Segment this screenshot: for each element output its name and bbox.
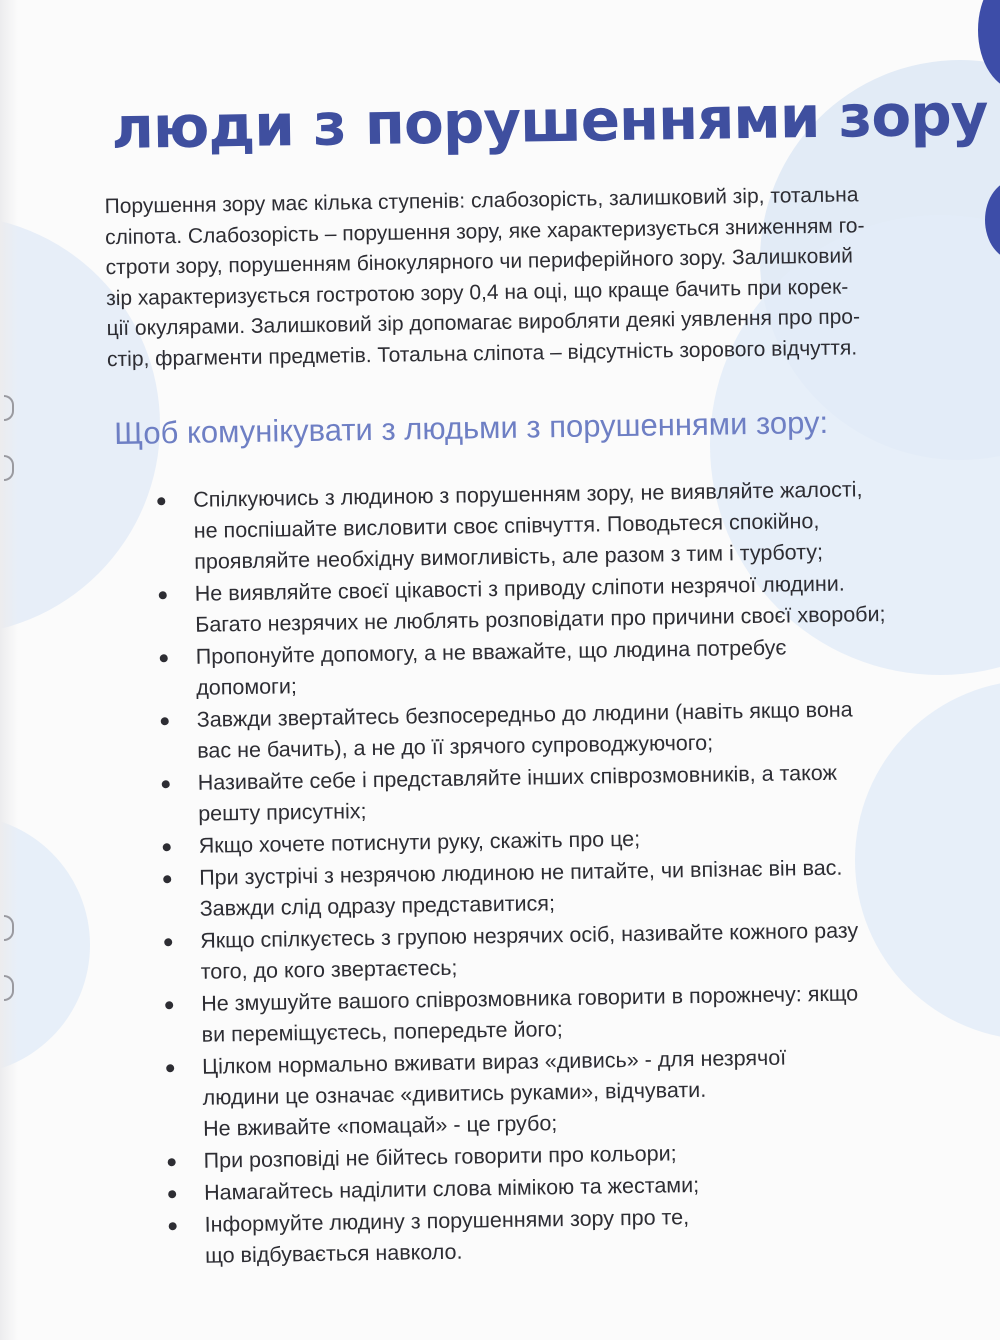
section-heading: Щоб комунікувати з людьми з порушеннями зору: — [113, 404, 829, 452]
list-item-text: Завжди слід одразу представитися; — [199, 891, 556, 921]
list-item-text: Цілком нормально вживати вираз «дивись» - для незрячої — [202, 1045, 787, 1079]
list-item-text: Називайте себе і представляйте інших співрозмовників, а також — [197, 760, 838, 795]
intro-line: ції окулярами. Залишковий зір допомагає виробляти деякі уявлення про про- — [106, 305, 861, 341]
list-item-text: проявляйте необхідну вимогливість, але разом з тим і турботу; — [194, 539, 824, 574]
list-item-text: не поспішайте висловити своє співчуття. Поводьтеся спокійно, — [193, 508, 820, 543]
list-item — [166, 1040, 927, 1145]
list-item-text: Не змушуйте вашого співрозмовника говорити в порожнечу: якщо — [201, 981, 859, 1016]
bullet-icon — [165, 1001, 173, 1009]
list-item-text: Якщо хочете потиснути руку, скажіть про це; — [198, 826, 641, 858]
list-item-text: Багато незрячих не люблять розповідати про причини своєї хвороби; — [195, 601, 886, 637]
bullet-icon — [159, 591, 167, 599]
list-item — [164, 914, 925, 988]
bullet-icon — [166, 1064, 174, 1072]
list-item-text: При розповіді не бійтесь говорити про кольори; — [203, 1141, 677, 1173]
intro-line: строти зору, порушенням бінокулярного чи периферійного зору. Залишковий — [105, 244, 854, 280]
list-item — [161, 693, 922, 767]
intro-line: Порушення зору має кілька ступенів: слабозорість, залишковий зір, тотальна — [104, 183, 859, 219]
list-item-text: При зустрічі з незрячою людиною не питайте, чи впізнає він вас. — [199, 855, 843, 890]
list-item — [160, 630, 921, 704]
bullet-icon — [168, 1190, 176, 1198]
list-item — [162, 756, 923, 830]
list-item-text: що відбувається навколо. — [204, 1239, 463, 1268]
list-item-text: Пропонуйте допомогу, а не вважайте, що людина потребує — [195, 635, 787, 669]
list-item-text: людини це означає «дивитись руками», відчувати. — [202, 1077, 707, 1110]
intro-line: зір характеризується гостротою зору 0,4 на оці, що краще бачить при корек- — [105, 274, 849, 310]
list-item-text: решту присутніх; — [198, 799, 367, 826]
bullet-icon — [157, 497, 165, 505]
intro-paragraph — [104, 180, 907, 376]
bullet-icon — [161, 717, 169, 725]
bullet-icon — [163, 875, 171, 883]
tips-list — [157, 473, 929, 1273]
list-item — [168, 1198, 929, 1272]
list-item — [159, 567, 920, 641]
list-item — [163, 851, 924, 925]
list-item — [157, 473, 918, 578]
list-item-text: допомоги; — [196, 674, 298, 700]
intro-line: сліпота. Слабозорість – порушення зору, яке характеризується зниженням го- — [104, 213, 865, 249]
list-item — [165, 977, 926, 1051]
list-item-text: того, до кого звертаєтесь; — [200, 955, 458, 984]
bullet-icon — [164, 938, 172, 946]
list-item-text: вас не бачить), а не до її зрячого супроводжуючого; — [197, 730, 714, 763]
list-item-text: Якщо спілкуєтесь з групою незрячих осіб, називайте кожного разу — [200, 918, 859, 953]
list-item-text: Завжди звертайтесь безпосередньо до людини (навіть якщо вона — [196, 697, 853, 732]
bullet-icon — [162, 780, 170, 788]
list-item-text: ви переміщуєтесь, попередьте його; — [201, 1017, 563, 1047]
bullet-icon — [160, 654, 168, 662]
intro-line: стір, фрагменти предметів. Тотальна сліпота – відсутність зорового відчуття. — [106, 335, 858, 371]
list-item-text: Інформуйте людину з порушеннями зору про те, — [204, 1205, 690, 1237]
list-item-text: Намагайтесь наділити слова мімікою та жестами; — [203, 1172, 700, 1205]
page-title: люди з порушеннями зору — [110, 80, 988, 163]
list-item-text: Не виявляйте своєї цікавості з приводу сліпоти незрячої людини. — [194, 571, 845, 606]
bullet-icon — [163, 843, 171, 851]
bullet-icon — [168, 1158, 176, 1166]
list-item-text: Не вживайте «помацай» - це грубо; — [202, 1111, 558, 1141]
bullet-icon — [169, 1222, 177, 1230]
list-item-text: Спілкуючись з людиною з порушенням зору, не виявляйте жалості, — [193, 477, 863, 512]
